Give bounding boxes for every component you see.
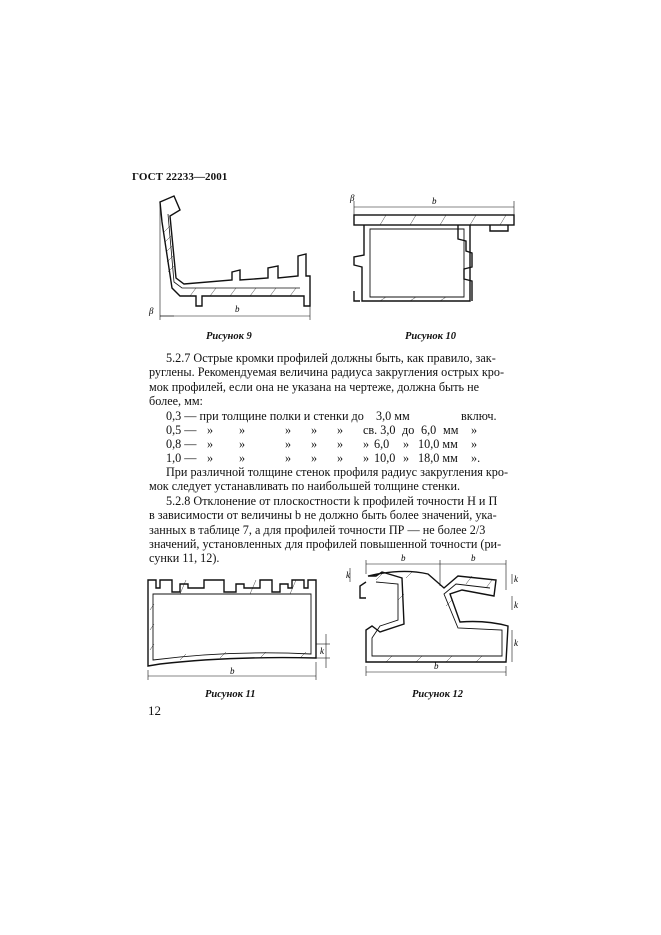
ditto-mark: » [207,437,214,451]
figure-12-drawing [346,550,521,685]
page-number: 12 [148,703,161,718]
fig12-b-label-2: b [471,553,476,563]
radius-row-2-unit: мм [443,423,459,437]
figure-12-caption: Рисунок 12 [412,689,464,700]
section-527-p2-line2: мок следует устанавливать по наибольшей толщине стенки. [149,479,461,494]
ditto-mark: » [471,423,478,437]
fig9-b-label: b [235,304,240,314]
ditto-mark: » [311,423,318,437]
section-527-line1: 5.2.7 Острые кромки профилей должны быть, как правило, зак- [166,351,496,365]
radius-row-1-c: включ. [461,409,497,423]
fig12-k-label-3: k [514,600,518,610]
radius-row-3-from: 6,0 [374,437,390,451]
ditto-mark: » [337,437,344,451]
ditto-mark: » [207,451,214,465]
section-528-line1: 5.2.8 Отклонение от плоскостности k профилей точности Н и П [166,494,498,508]
section-528-line2: в зависимости от величины b не должно быть более значений, ука- [149,508,497,523]
radius-row-3-a: 0,8 — [166,437,197,451]
ditto-mark: » [363,451,370,465]
fig12-k-label-4: k [514,638,518,648]
radius-row-4-a: 1,0 — [166,451,197,465]
figure-11-caption: Рисунок 11 [205,689,256,700]
radius-row-1-b: 3,0 мм [376,409,410,423]
ditto-mark: » [403,451,410,465]
section-527-line4: более, мм: [149,393,203,408]
ditto-mark: » [285,437,292,451]
ditto-mark: » [471,437,478,451]
document-header: ГОСТ 22233—2001 [132,171,228,183]
radius-row-4-to: 18,0 мм [418,451,458,465]
section-527-line3: мок профилей, если она не указана на чертеже, должна быть не [149,379,480,394]
fig11-k-label: k [320,646,324,656]
ditto-mark: ». [471,451,481,465]
fig10-beta-label: β [350,193,355,203]
figure-10-caption: Рисунок 10 [405,331,457,342]
fig9-beta-label: β [149,306,154,316]
section-527-p2-line1: При различной толщине стенок профиля радиус закругления кро- [166,465,509,479]
radius-row-3-to: 10,0 мм [418,437,458,451]
radius-row-1-a: 0,3 — при толщине полки и стенки до [166,409,364,423]
ditto-mark: » [285,423,292,437]
fig12-b-label-3: b [434,661,439,671]
figure-10-drawing [340,195,520,315]
ditto-mark: » [239,423,246,437]
radius-row-2-to: до [402,423,415,437]
fig10-b-label: b [432,196,437,206]
radius-row-2-a: 0,5 — [166,423,197,437]
fig12-b-label-1: b [401,553,406,563]
ditto-mark: » [285,451,292,465]
ditto-mark: » [337,423,344,437]
figure-9-caption: Рисунок 9 [206,331,252,342]
radius-row-2-from: св. 3,0 [363,423,396,437]
section-527-line2: руглены. Рекомендуемая величина радиуса закругления острых кро- [149,365,505,380]
fig12-k-label-1: k [346,570,350,580]
section-527-paragraph-2 [149,465,519,494]
ditto-mark: » [239,451,246,465]
section-527-paragraph [149,351,519,408]
ditto-mark: » [337,451,344,465]
ditto-mark: » [363,437,370,451]
section-528-line5: сунки 11, 12). [149,551,220,566]
fig11-b-label: b [230,666,235,676]
radius-row-2-value: 6,0 [421,423,437,437]
ditto-mark: » [403,437,410,451]
ditto-mark: » [239,437,246,451]
figure-9-drawing [140,192,320,327]
section-528-line4: значений, установленных для профилей повышенной точности (ри- [149,536,502,551]
radius-row-4-from: 10,0 [374,451,396,465]
section-528-line3: занных в таблице 7, а для профилей точности ПР — не более 2/3 [149,522,486,537]
ditto-mark: » [311,437,318,451]
ditto-mark: » [207,423,214,437]
fig12-k-label-2: k [514,574,518,584]
ditto-mark: » [311,451,318,465]
figure-11-drawing [140,570,335,685]
